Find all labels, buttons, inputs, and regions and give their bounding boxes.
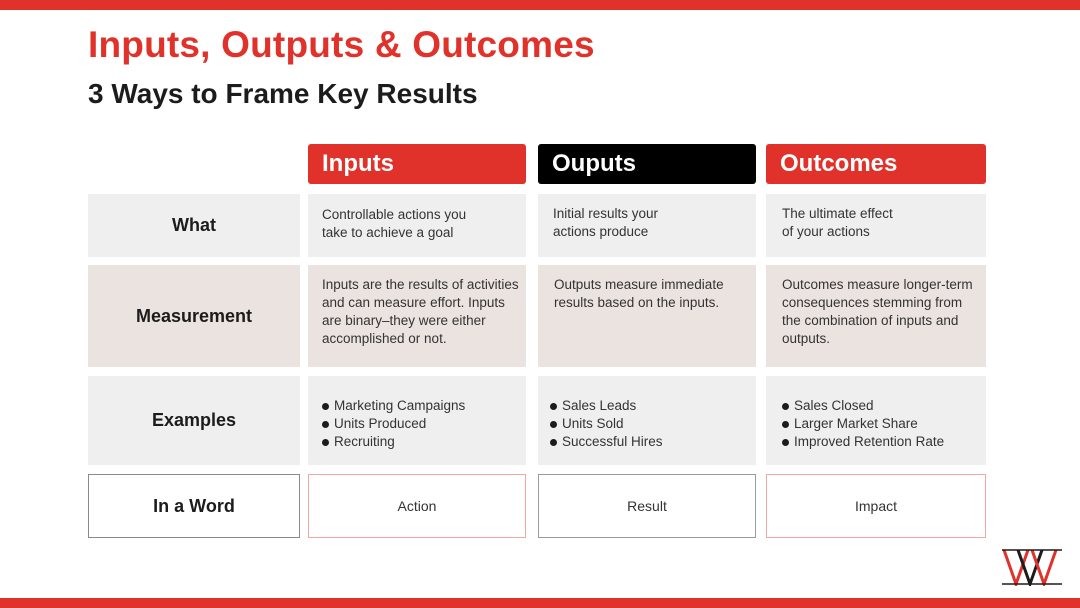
cell-examples-outputs bbox=[538, 376, 756, 465]
list-item bbox=[550, 397, 663, 415]
cell-text: Outputs measure immediate results based on the inputs. bbox=[554, 277, 724, 310]
cell-word-outputs bbox=[538, 474, 756, 538]
examples-list-inputs bbox=[322, 397, 465, 451]
list-item bbox=[322, 433, 465, 451]
examples-list-outputs bbox=[550, 397, 663, 451]
page-subtitle: 3 Ways to Frame Key Results bbox=[88, 78, 478, 109]
list-item-text: Sales Leads bbox=[562, 398, 637, 413]
list-item bbox=[782, 397, 944, 415]
cell-measurement-outcomes bbox=[766, 265, 986, 367]
column-header-outputs: Ouputs bbox=[538, 144, 756, 184]
bullet-icon bbox=[322, 421, 329, 428]
list-item bbox=[322, 415, 465, 433]
bullet-icon bbox=[322, 403, 329, 410]
list-item-text: Marketing Campaigns bbox=[334, 398, 466, 413]
list-item-text: Larger Market Share bbox=[794, 416, 918, 431]
list-item bbox=[322, 397, 465, 415]
cell-measurement-inputs bbox=[308, 265, 526, 367]
list-item bbox=[782, 415, 944, 433]
cell-text: Initial results your actions produce bbox=[553, 206, 659, 239]
column-header-outcomes: Outcomes bbox=[766, 144, 986, 184]
bullet-icon bbox=[782, 403, 789, 410]
bullet-icon bbox=[782, 439, 789, 446]
row-label-in-a-word-text: In a Word bbox=[153, 495, 235, 516]
cell-what-outputs bbox=[538, 194, 756, 257]
cell-examples-inputs bbox=[308, 376, 526, 465]
cell-measurement-outputs bbox=[538, 265, 756, 367]
cell-examples-outcomes bbox=[766, 376, 986, 465]
row-label-what-text: What bbox=[172, 215, 216, 235]
cell-text: Outcomes measure longer-term consequences stemming from the combination of inputs and outputs. bbox=[782, 277, 973, 346]
cell-word-inputs bbox=[308, 474, 526, 538]
bullet-icon bbox=[550, 421, 557, 428]
word-action: Action bbox=[397, 498, 437, 514]
cell-text: The ultimate effect of your actions bbox=[782, 206, 893, 239]
column-header-inputs: Inputs bbox=[308, 144, 526, 184]
row-label-measurement bbox=[88, 265, 300, 367]
list-item-text: Sales Closed bbox=[794, 398, 874, 413]
list-item-text: Recruiting bbox=[334, 434, 395, 449]
bullet-icon bbox=[550, 403, 557, 410]
cell-what-inputs bbox=[308, 194, 526, 257]
cell-text: Inputs are the results of activities and can measure effort. Inputs are binary–they were either accomplished or not. bbox=[322, 277, 519, 346]
list-item bbox=[550, 415, 663, 433]
stylized-m-logo-icon bbox=[1002, 548, 1064, 586]
list-item-text: Units Sold bbox=[562, 416, 624, 431]
word-impact: Impact bbox=[854, 498, 897, 514]
list-item bbox=[782, 433, 944, 451]
list-item-text: Improved Retention Rate bbox=[794, 434, 945, 449]
cell-text: Controllable actions you take to achieve a goal bbox=[322, 207, 467, 240]
row-label-measurement-text: Measurement bbox=[135, 305, 253, 326]
list-item-text: Successful Hires bbox=[562, 434, 663, 449]
bullet-icon bbox=[782, 421, 789, 428]
top-accent-bar bbox=[0, 0, 1080, 10]
cell-what-outcomes bbox=[766, 194, 986, 257]
bullet-icon bbox=[550, 439, 557, 446]
bullet-icon bbox=[322, 439, 329, 446]
examples-list-outcomes bbox=[782, 397, 944, 451]
list-item bbox=[550, 433, 663, 451]
bottom-accent-bar bbox=[0, 598, 1080, 608]
row-label-examples-text: Examples bbox=[151, 410, 237, 430]
row-label-examples bbox=[88, 376, 300, 465]
row-label-what bbox=[88, 194, 300, 257]
cell-word-outcomes bbox=[766, 474, 986, 538]
page-title: Inputs, Outputs & Outcomes bbox=[88, 24, 595, 65]
list-item-text: Units Produced bbox=[334, 416, 427, 431]
word-result: Result bbox=[627, 498, 667, 514]
row-label-in-a-word bbox=[88, 474, 300, 538]
